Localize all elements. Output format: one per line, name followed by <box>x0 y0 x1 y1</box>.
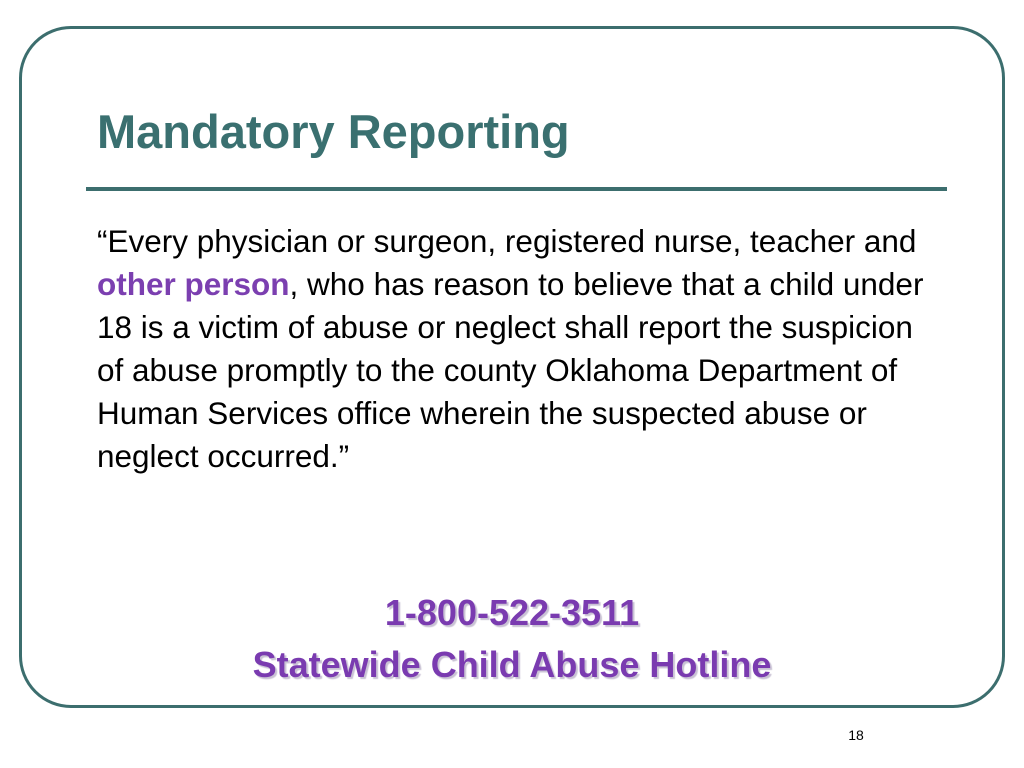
page-number: 18 <box>848 727 864 743</box>
quote-text-part2: , who has reason to believe that a child under 18 is a victim of abuse or neglect shall report the suspicion of abuse promptly to the county Oklahoma Department of Human Services office wherein the suspected abuse or neglect occurred.” <box>97 266 924 474</box>
quote-text <box>97 220 937 478</box>
hotline-number: 1-800-522-3511 <box>384 592 640 633</box>
quote-text-part1: “Every physician or surgeon, registered nurse, teacher and <box>97 223 917 259</box>
hotline-block <box>0 587 1024 691</box>
quote-highlight: other person <box>97 266 290 302</box>
slide-title: Mandatory Reporting <box>97 105 570 158</box>
title-divider <box>86 187 947 191</box>
hotline-label: Statewide Child Abuse Hotline <box>252 644 772 685</box>
